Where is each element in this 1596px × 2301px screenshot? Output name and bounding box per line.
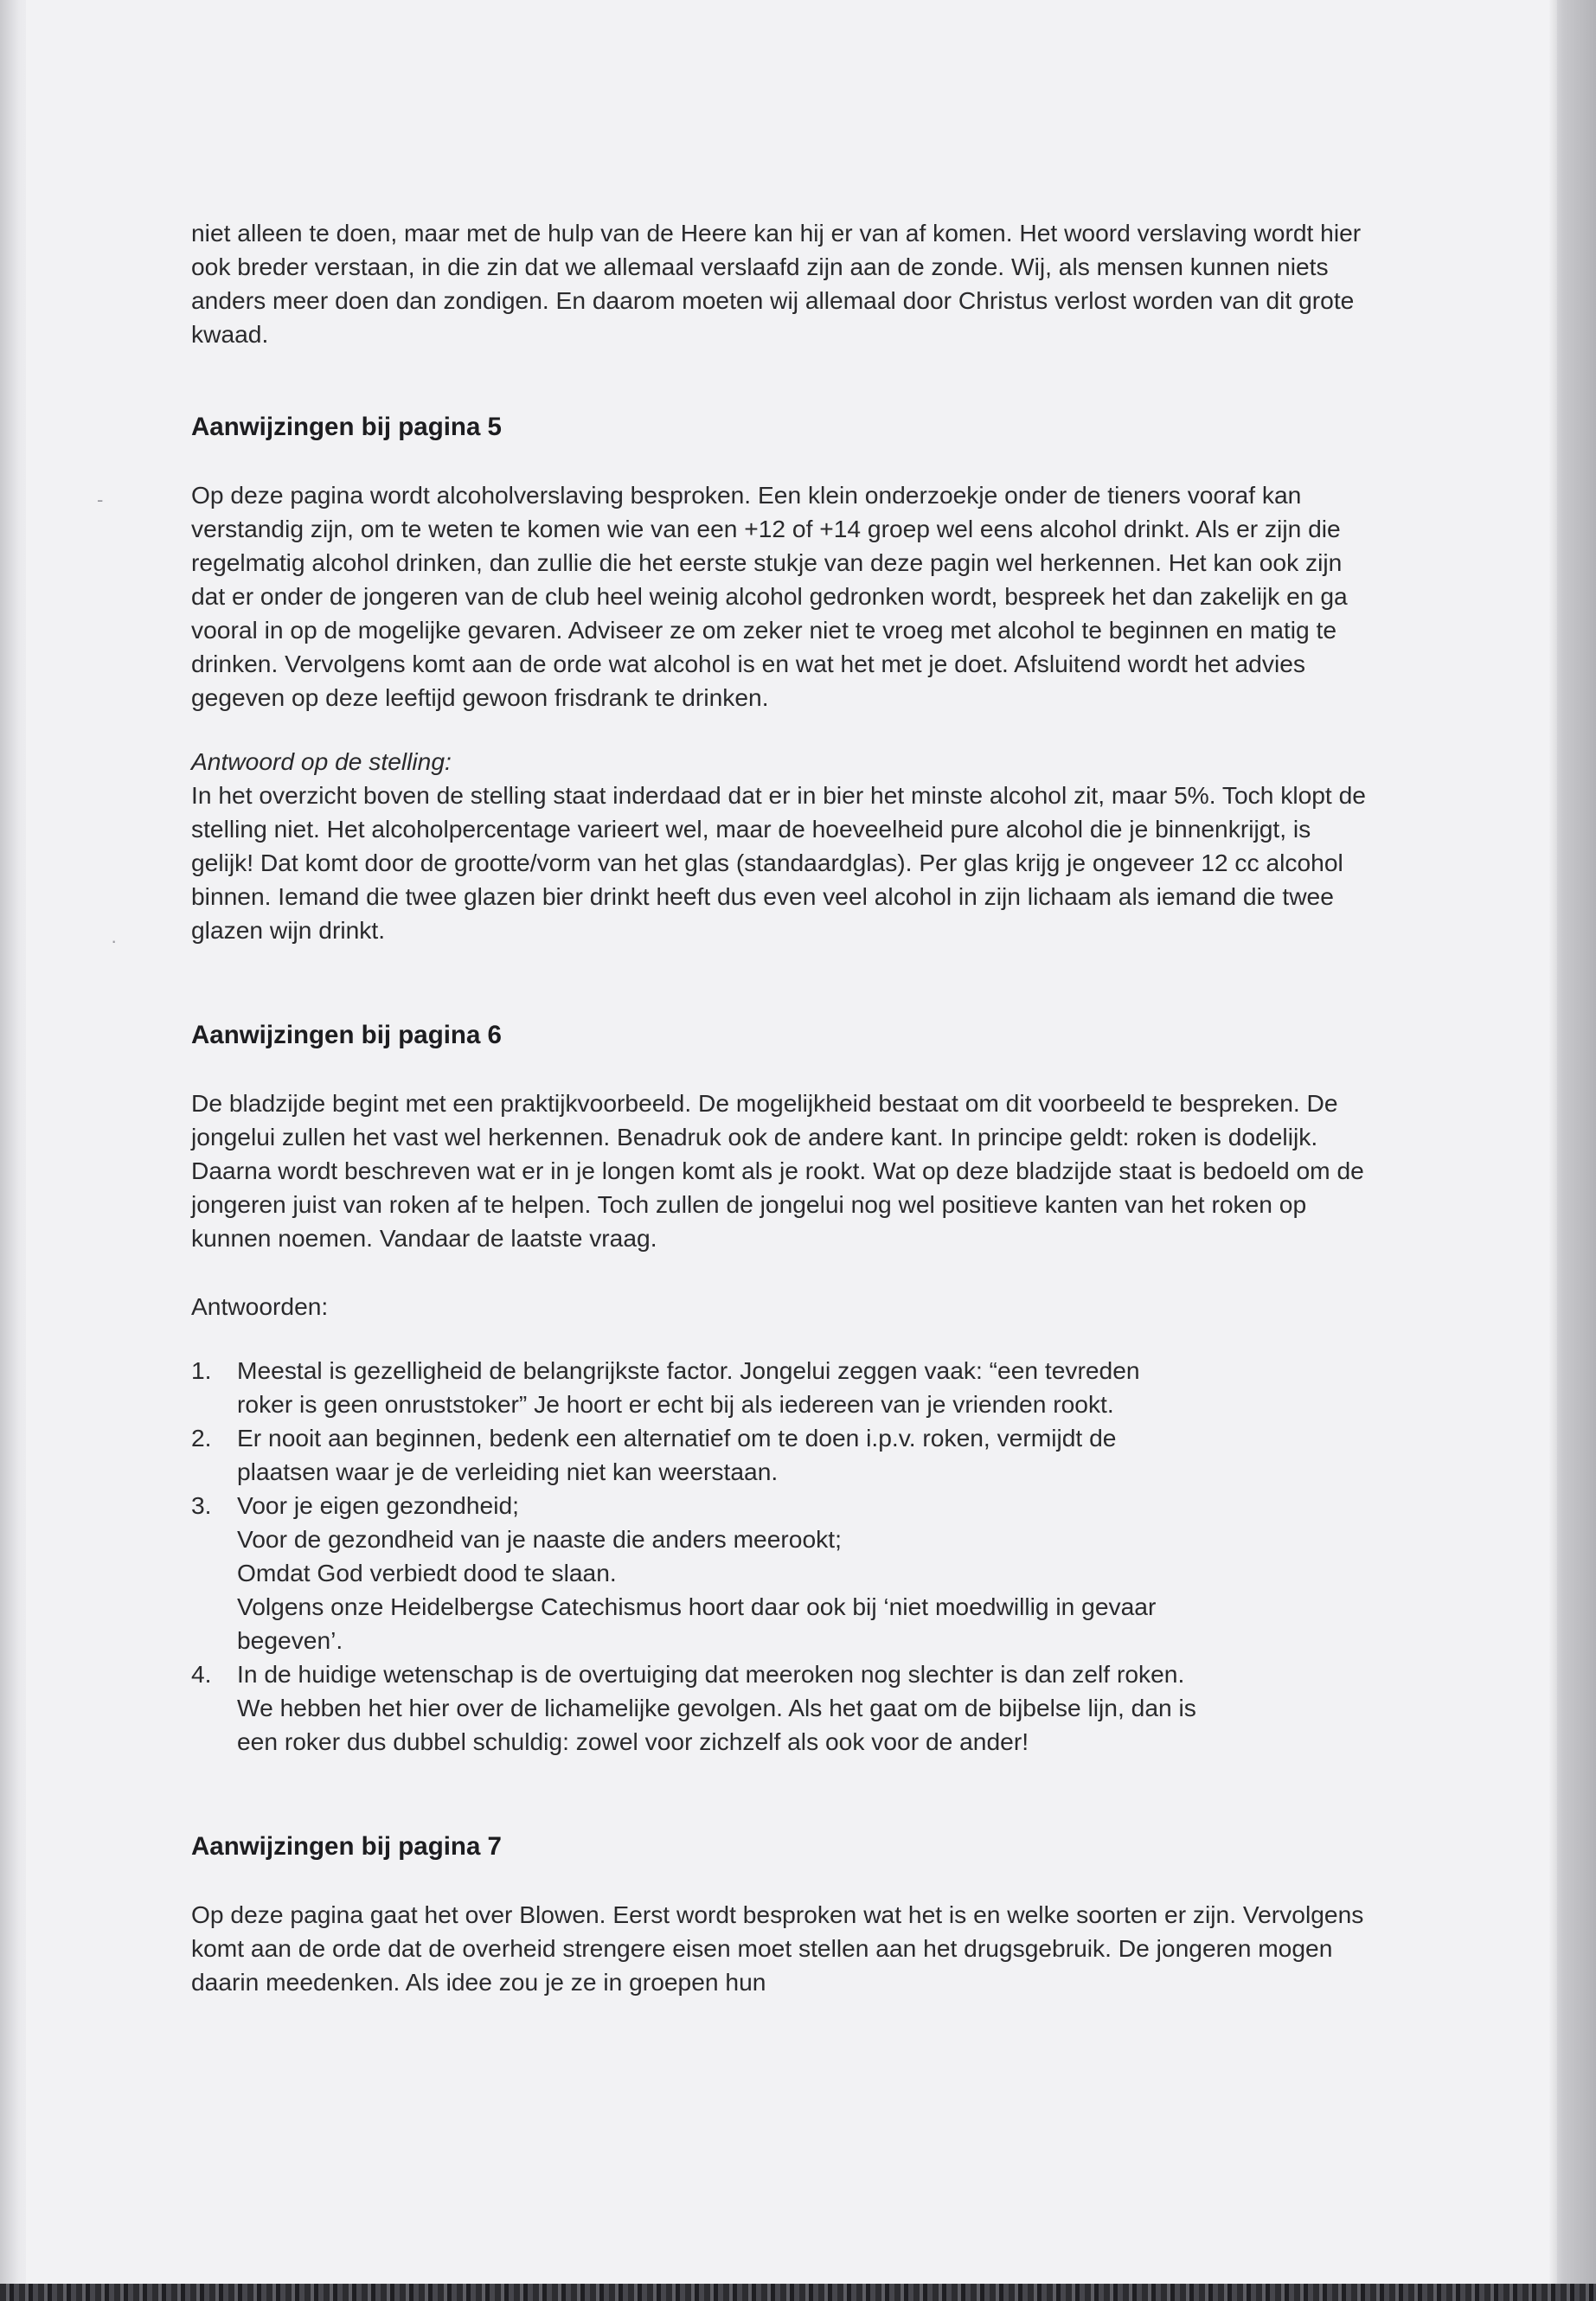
answer-item (191, 1489, 1376, 1657)
answer-number: 3. (191, 1491, 212, 1519)
scan-edge-strip (0, 2284, 1596, 2301)
section-6-paragraph: De bladzijde begint met een praktijkvoorbeeld. De mogelijkheid bestaat om dit voorbeeld te bespreken. De jongelui zullen het vast wel herkennen. Benadruk ook de andere kant. In principe geldt: roken is dodelijk. Daarna wordt beschreven wat er in je longen komt als je rookt. Wat op deze bladzijde staat is bedoeld om de jongeren juist van roken af te helpen. Toch zullen de jongelui nog wel positieve kanten van het roken op kunnen noemen. Vandaar de laatste vraag. (191, 1089, 1364, 1252)
section-6-heading: Aanwijzingen bij pagina 6 (191, 1021, 502, 1049)
answer-statement-label: Antwoord op de stelling: (191, 747, 452, 775)
answer-line: een roker dus dubbel schuldig: zowel voor zichzelf als ook voor de ander! (237, 1727, 1029, 1755)
answer-line: Voor je eigen gezondheid; (237, 1491, 519, 1519)
answer-item (191, 1657, 1376, 1759)
answer-line: Er nooit aan beginnen, bedenk een alternatief om te doen i.p.v. roken, vermijdt de (237, 1424, 1117, 1452)
answer-number: 1. (191, 1356, 212, 1384)
section-7-paragraph: Op deze pagina gaat het over Blowen. Eerst wordt besproken wat het is en welke soorten er zijn. Vervolgens komt aan de orde dat de overheid strengere eisen moet stellen aan het drugsgebruik. De jongeren mogen daarin meedenken. Als idee zou je ze in groepen hun (191, 1900, 1364, 1996)
answer-item (191, 1354, 1376, 1421)
binding-shadow (1548, 0, 1596, 2301)
answer-line: Voor de gezondheid van je naaste die anders meerookt; (237, 1525, 842, 1553)
answer-line: plaatsen waar je de verleiding niet kan weerstaan. (237, 1458, 779, 1485)
answer-line: Meestal is gezelligheid de belangrijkste factor. Jongelui zeggen vaak: “een tevreden (237, 1356, 1140, 1384)
answer-line: Omdat God verbiedt dood te slaan. (237, 1559, 617, 1586)
section-7-heading: Aanwijzingen bij pagina 7 (191, 1832, 502, 1861)
answers-label: Antwoorden: (191, 1292, 329, 1320)
answer-line: In de huidige wetenschap is de overtuiging dat meeroken nog slechter is dan zelf roken. (237, 1660, 1185, 1688)
answer-item (191, 1421, 1376, 1489)
answers-list (191, 1354, 1376, 1759)
document-content (191, 216, 1376, 1999)
section-5-paragraph: Op deze pagina wordt alcoholverslaving besproken. Een klein onderzoekje onder de tieners vooraf kan verstandig zijn, om te weten te komen wie van een +12 of +14 groep wel eens alcohol drinkt. Als er zijn die regelmatig alcohol drinken, dan zullie die het eerste stukje van deze pagin wel herkennen. Het kan ook zijn dat er onder de jongeren van de club heel weinig alcohol gedronken wordt, bespreek het dan zakelijk en ga vooral in op de mogelijke gevaren. Adviseer ze om zeker niet te vroeg met alcohol te beginnen en matig te drinken. Vervolgens komt aan de orde wat alcohol is en wat het met je doet. Afsluitend wordt het advies gegeven op deze leeftijd gewoon frisdrank te drinken. (191, 481, 1348, 711)
scan-speck: · (111, 930, 118, 952)
intro-paragraph: niet alleen te doen, maar met de hulp van de Heere kan hij er van af komen. Het woord verslaving wordt hier ook breder verstaan, in die zin dat we allemaal verslaafd zijn aan de zonde. Wij, als mensen kunnen niets anders meer doen dan zondigen. En daarom moeten wij allemaal door Christus verlost worden van dit grote kwaad. (191, 219, 1362, 348)
scan-speck: - (97, 489, 104, 510)
answer-line: We hebben het hier over de lichamelijke gevolgen. Als het gaat om de bijbelse lijn, dan is (237, 1694, 1196, 1721)
answer-number: 4. (191, 1660, 212, 1688)
answer-line: Volgens onze Heidelbergse Catechismus hoort daar ook bij ‘niet moedwillig in gevaar (237, 1593, 1157, 1620)
answer-line: begeven’. (237, 1626, 343, 1654)
answer-number: 2. (191, 1424, 212, 1452)
answer-statement-paragraph: In het overzicht boven de stelling staat inderdaad dat er in bier het minste alcohol zit, maar 5%. Toch klopt de stelling niet. Het alcoholpercentage varieert wel, maar de hoeveelheid pure alcohol die je binnenkrijgt, is gelijk! Dat komt door de grootte/vorm van het glas (standaardglas). Per glas krijg je ongeveer 12 cc alcohol binnen. Iemand die twee glazen bier drinkt heeft dus even veel alcohol in zijn lichaam als iemand die twee glazen wijn drinkt. (191, 781, 1366, 944)
section-5-heading: Aanwijzingen bij pagina 5 (191, 413, 502, 441)
answer-line: roker is geen onruststoker” Je hoort er echt bij als iedereen van je vrienden rookt. (237, 1390, 1114, 1418)
